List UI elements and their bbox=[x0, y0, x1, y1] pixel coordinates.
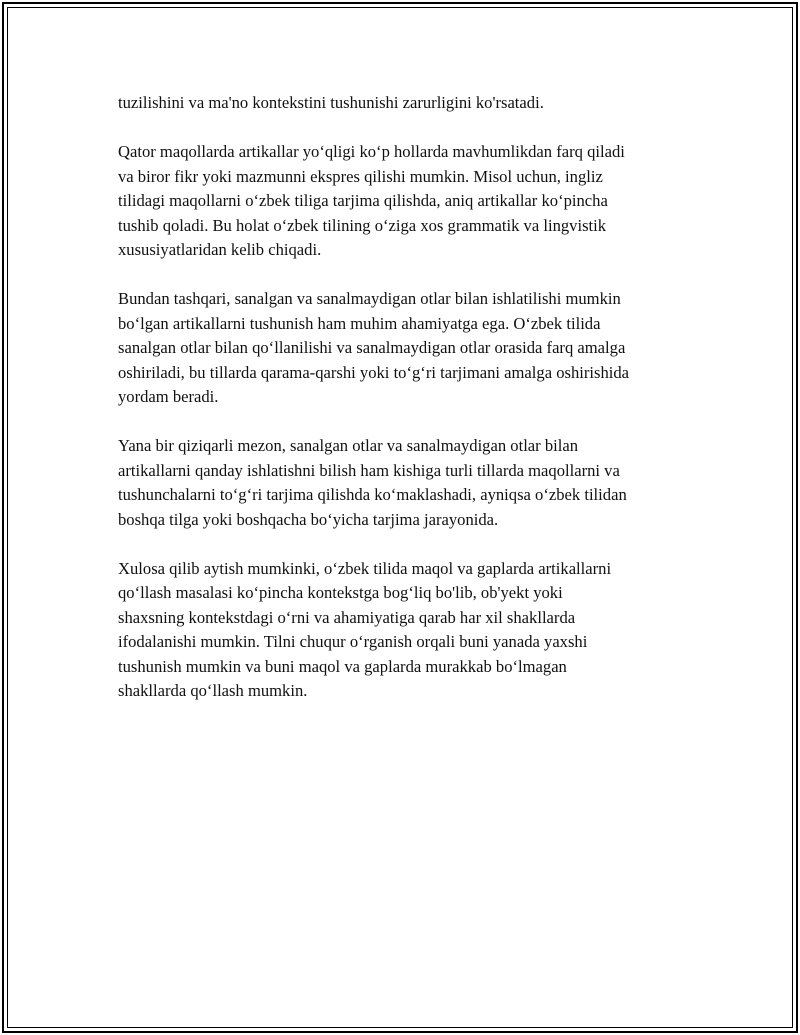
paragraph-1: tuzilishini va ma'no kontekstini tushunishi zarurligini ko'rsatadi. bbox=[118, 93, 544, 112]
document-body bbox=[118, 91, 686, 728]
paragraph-2: Qator maqollarda artikallar yo‘qligi ko‘p hollarda mavhumlikdan farq qiladi va biror fikr yoki mazmunni ekspres qilishi mumkin. Misol uchun, ingliz tilidagi maqollarni o‘zbek tiliga tarjima qilishda, aniq artikallar ko‘pincha tushib qoladi. Bu holat o‘zbek tilining o‘ziga xos grammatik va lingvistik xususiyatlaridan kelib chiqadi. bbox=[118, 142, 625, 259]
paragraph-5: Xulosa qilib aytish mumkinki, o‘zbek tilida maqol va gaplarda artikallarni qo‘llash masalasi ko‘pincha kontekstga bog‘liq bo'lib, ob'yekt yoki shaxsning kontekstdagi o‘rni va ahamiyatiga qarab har xil shakllarda ifodalanishi mumkin. Tilni chuqur o‘rganish orqali buni yanada yaxshi tushunish mumkin va buni maqol va gaplarda murakkab bo‘lmagan shakllarda qo‘llash mumkin. bbox=[118, 558, 612, 700]
paragraph-3: Bundan tashqari, sanalgan va sanalmaydigan otlar bilan ishlatilishi mumkin bo‘lgan artikallarni tushunish ham muhim ahamiyatga ega. O‘zbek tilida sanalgan otlar bilan qo‘llanilishi va sanalmaydigan otlar orasida farq amalga oshiriladi, bu tillarda qarama-qarshi yoki to‘g‘ri tarjimani amalga oshirishida yordam beradi. bbox=[118, 289, 630, 406]
paragraph-4: Yana bir qiziqarli mezon, sanalgan otlar va sanalmaydigan otlar bilan artikallarni qanday ishlatishni bilish ham kishiga turli tillarda maqollarni va tushunchalarni to‘g‘ri tarjima qilishda ko‘maklashadi, ayniqsa o‘zbek tilidan boshqa tilga yoki boshqacha bo‘yicha tarjima jarayonida. bbox=[118, 436, 627, 529]
